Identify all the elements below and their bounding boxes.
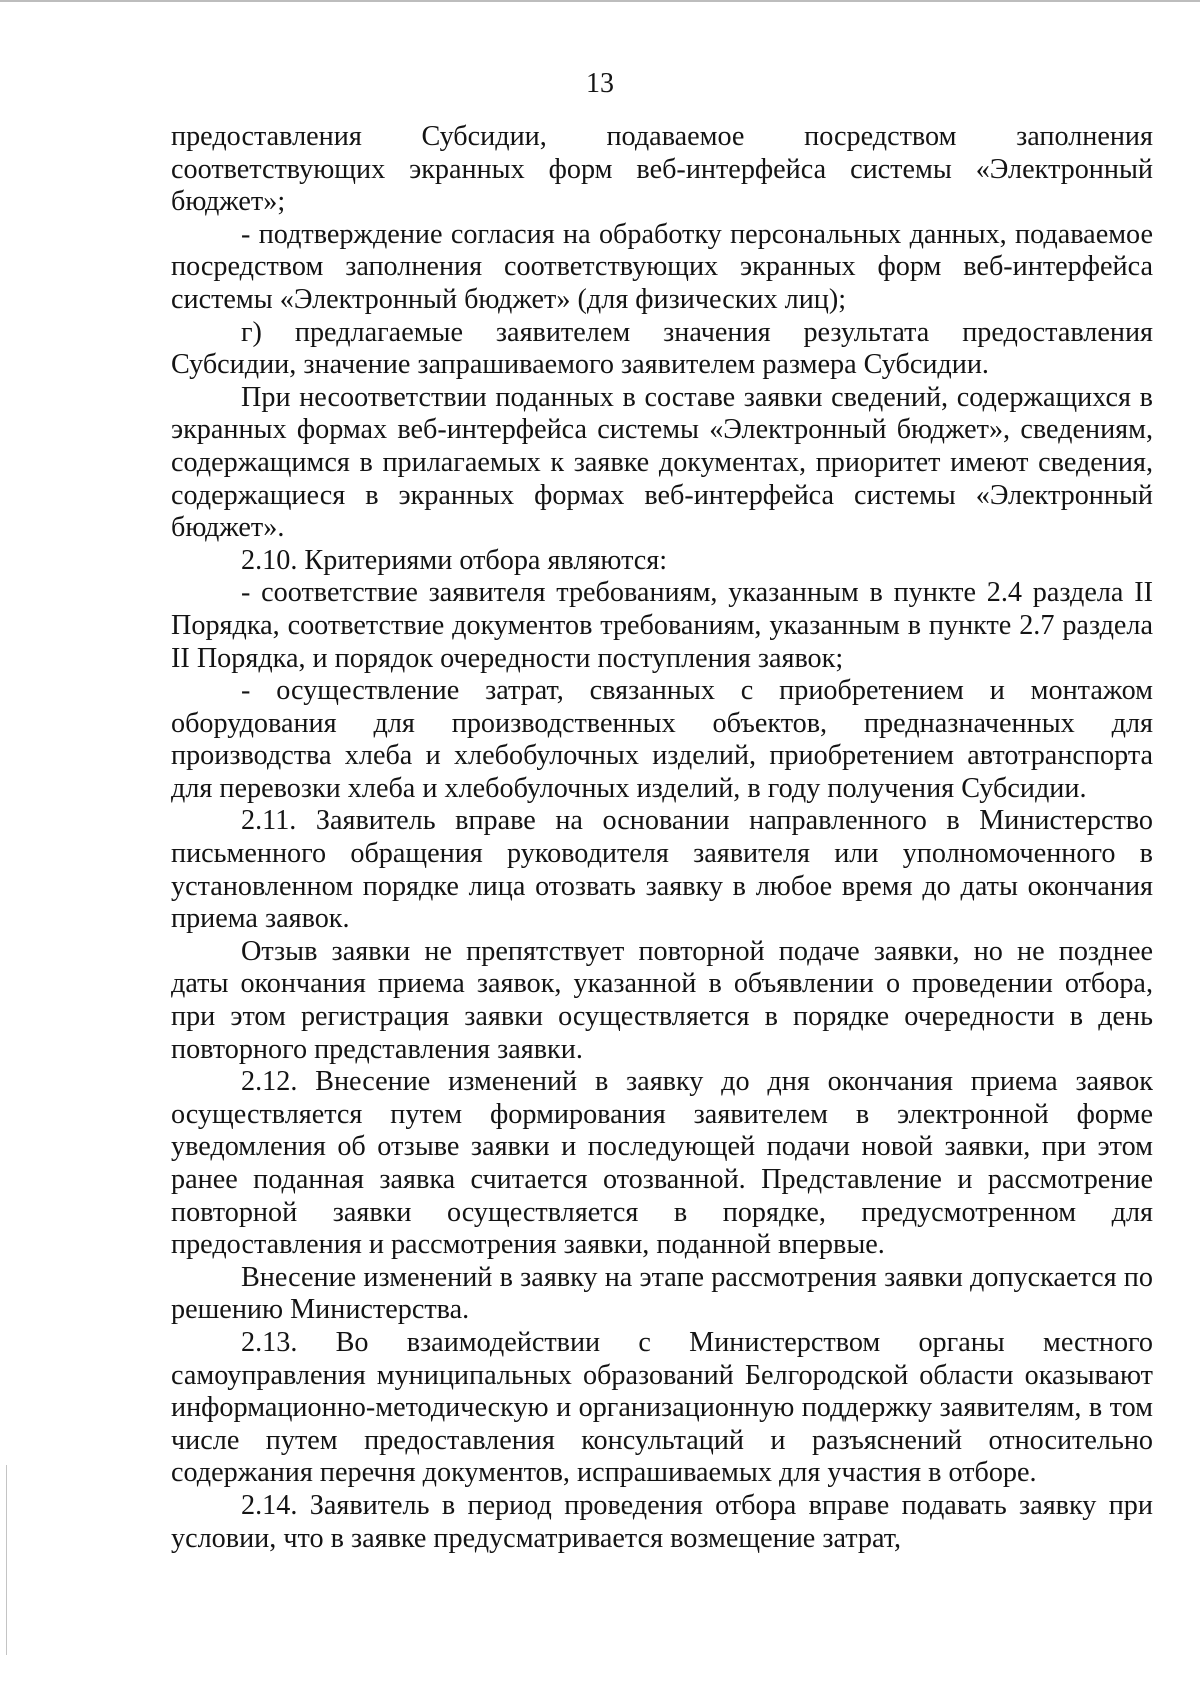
paragraph-personal-data-consent: - подтверждение согласия на обработку персональных данных, подаваемое посредством заполнения соответствующих экранных форм веб-интерфейса системы «Электронный бюджет» (для физических лиц); [171, 218, 1153, 315]
document-body [171, 121, 1153, 1555]
paragraph-2-11: 2.11. Заявитель вправе на основании направленного в Министерство письменного обращения руководителя заявителя или уполномоченного в установленном порядке лица отозвать заявку в любое время до даты окончания приема заявок. [171, 805, 1153, 935]
paragraph-2-13: 2.13. Во взаимодействии с Министерством органы местного самоуправления муниципальных образований Белгородской области оказывают информационно-методическую и организационную поддержку заявителям, в том числе путем предоставления консультаций и разъяснений относительно содержания перечня документов, испрашиваемых для участия в отборе. [171, 1326, 1153, 1489]
paragraph-priority-of-forms: При несоответствии поданных в составе заявки сведений, содержащихся в экранных формах веб-интерфейса системы «Электронный бюджет», сведениям, содержащимся в прилагаемых к заявке документах, приоритет имеют сведения, содержащиеся в экранных формах веб-интерфейса системы «Электронный бюджет». [171, 381, 1153, 544]
paragraph-2-14: 2.14. Заявитель в период проведения отбора вправе подавать заявку при условии, что в заявке предусматривается возмещение затрат, [171, 1489, 1153, 1554]
paragraph-continuation: предоставления Субсидии, подаваемое посредством заполнения соответствующих экранных форм веб-интерфейса системы «Электронный бюджет»; [171, 121, 1153, 218]
paragraph-2-10-heading: 2.10. Критериями отбора являются: [241, 544, 668, 576]
scan-top-edge [0, 0, 1200, 2]
paragraph-withdrawal: Отзыв заявки не препятствует повторной подаче заявки, но не позднее даты окончания приема заявок, указанной в объявлении о проведении отбора, при этом регистрация заявки осуществляется в порядке очередности в день повторного представления заявки. [171, 935, 1153, 1065]
paragraph-2-12: 2.12. Внесение изменений в заявку до дня окончания приема заявок осуществляется путем формирования заявителем в электронной форме уведомления об отзыве заявки и последующей подачи новой заявки, при этом ранее поданная заявка считается отозванной. Представление и рассмотрение повторной заявки осуществляется в порядке, предусмотренном для предоставления и рассмотрения заявки, поданной впервые. [171, 1066, 1153, 1261]
paragraph-2-10-criterion-1: - соответствие заявителя требованиям, указанным в пункте 2.4 раздела II Порядка, соответствие документов требованиям, указанным в пункте 2.7 раздела II Порядка, и порядок очередности поступления заявок; [171, 577, 1153, 674]
paragraph-changes-review: Внесение изменений в заявку на этапе рассмотрения заявки допускается по решению Министерства. [171, 1261, 1153, 1326]
paragraph-2-10-criterion-2: - осуществление затрат, связанных с приобретением и монтажом оборудования для производственных объектов, предназначенных для производства хлеба и хлебобулочных изделий, приобретением автотранспорта для перевозки хлеба и хлебобулочных изделий, в году получения Субсидии. [171, 675, 1153, 804]
scan-margin-line [6, 1465, 7, 1655]
page-number: 13 [586, 68, 614, 99]
paragraph-item-g: г) предлагаемые заявителем значения результата предоставления Субсидии, значение запрашиваемого заявителем размера Субсидии. [171, 316, 1153, 381]
